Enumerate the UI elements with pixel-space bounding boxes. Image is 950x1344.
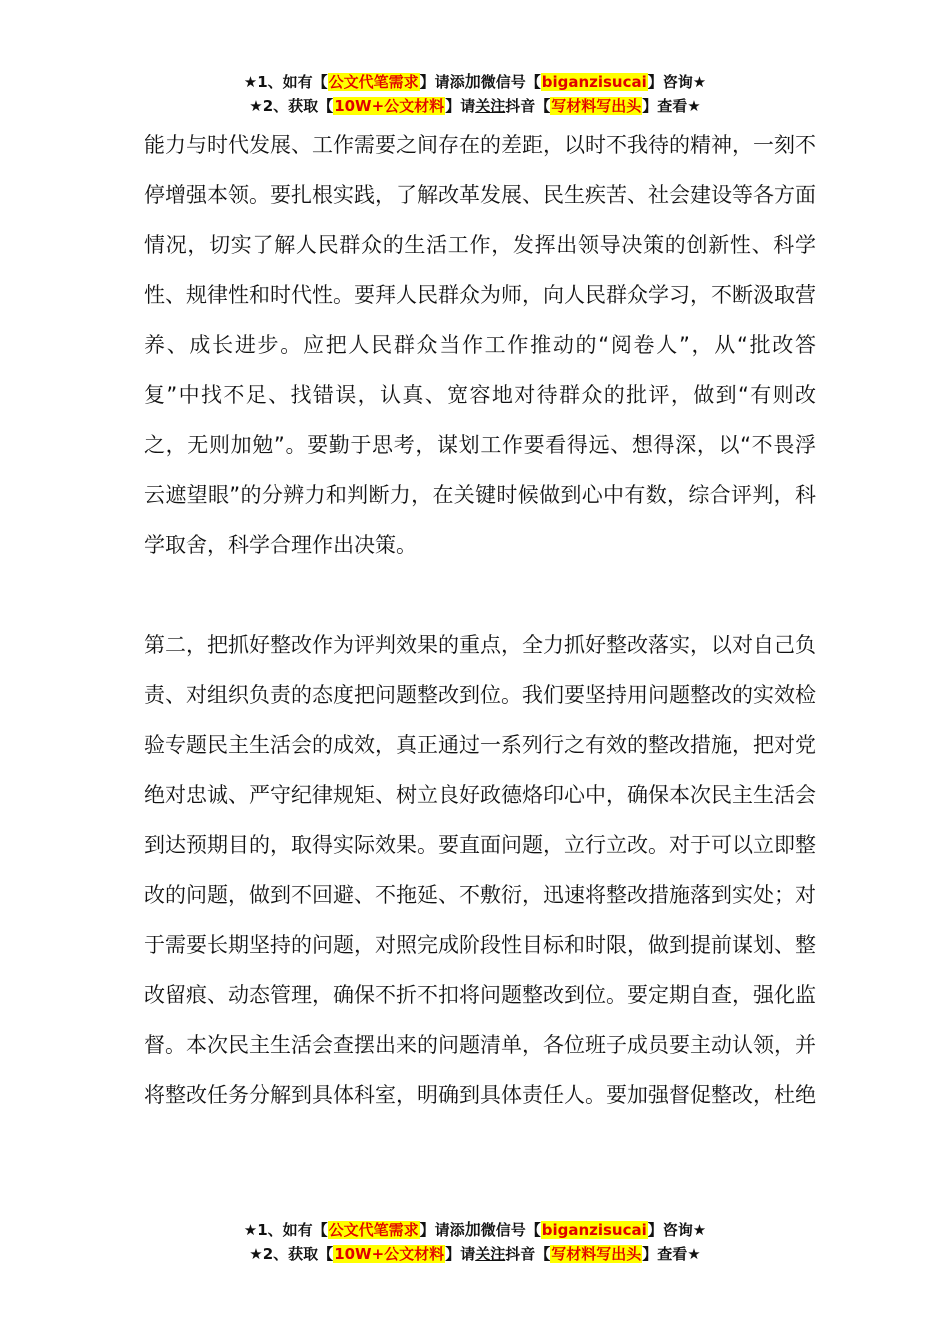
banner-text: ★1、如有【	[243, 1221, 328, 1239]
banner-text: 】咨询★	[647, 1221, 707, 1239]
paragraph: 第二，把抓好整改作为评判效果的重点，全力抓好整改落实，以对自己负责、对组织负责的态度把问题整改到位。我们要坚持用问题整改的实效检验专题民主生活会的成效，真正通过一系列行之有效的整改措施，把对党绝对忠诚、严守纪律规矩、树立良好政德烙印心中，确保本次民主生活会到达预期目的，取得实际效果。要直面问题，立行立改。对于可以立即整改的问题，做到不回避、不拖延、不敷衍，迅速将整改措施落到实处；对于需要长期坚持的问题，对照完成阶段性目标和时限，做到提前谋划、整改留痕、动态管理，确保不折不扣将问题整改到位。要定期自查，强化监督。本次民主生活会查摆出来的问题清单，各位班子成员要主动认领，并将整改任务分解到具体科室，明确到具体责任人。要加强督促整改，杜绝	[144, 633, 816, 1107]
highlight-materials: 10W+公文材料	[334, 97, 445, 115]
banner-text: 】请	[445, 97, 476, 115]
banner-text: 】查看★	[642, 97, 701, 115]
banner-text: 】请	[445, 1245, 476, 1263]
highlight-service: 公文代笔需求	[328, 1221, 419, 1239]
banner-text: 抖音【	[505, 1245, 551, 1263]
footer-banner	[0, 1218, 950, 1266]
banner-text: 微信号【	[480, 1221, 541, 1239]
document-body	[144, 120, 816, 1120]
banner-text: 】咨询★	[647, 73, 707, 91]
banner-text: 微信号【	[480, 73, 541, 91]
banner-text: ★2、获取【	[249, 1245, 334, 1263]
highlight-douyin: 写材料写出头	[551, 1245, 642, 1263]
banner-text: 抖音【	[505, 97, 551, 115]
header-banner	[0, 70, 950, 118]
banner-text: 】请添	[419, 1221, 465, 1239]
banner-text: ★2、获取【	[249, 97, 334, 115]
banner-line-1	[0, 70, 950, 94]
banner-text: 】请添	[419, 73, 465, 91]
banner-text: 关注	[475, 1245, 506, 1263]
highlight-wechat-id: biganzisucai	[541, 1221, 647, 1239]
paragraph: 能力与时代发展、工作需要之间存在的差距，以时不我待的精神，一刻不停增强本领。要扎根实践，了解改革发展、民生疾苦、社会建设等各方面情况，切实了解人民群众的生活工作，发挥出领导决策的创新性、科学性、规律性和时代性。要拜人民群众为师，向人民群众学习，不断汲取营养、成长进步。应把人民群众当作工作推动的“阅卷人”，从“批改答复”中找不足、找错误，认真、宽容地对待群众的批评，做到“有则改之，无则加勉”。要勤于思考，谋划工作要看得远、想得深，以“不畏浮云遮望眼”的分辨力和判断力，在关键时候做到心中有数，综合评判，科学取舍，科学合理作出决策。	[144, 133, 816, 557]
banner-text: 加	[464, 72, 481, 91]
highlight-douyin: 写材料写出头	[551, 97, 642, 115]
banner-line-2	[0, 94, 950, 118]
banner-line-1	[0, 1218, 950, 1242]
banner-text: 加	[464, 1220, 481, 1239]
highlight-materials: 10W+公文材料	[334, 1245, 445, 1263]
highlight-wechat-id: biganzisucai	[541, 73, 647, 91]
banner-text: 关注	[475, 97, 506, 115]
banner-text: ★1、如有【	[243, 73, 328, 91]
highlight-service: 公文代笔需求	[328, 73, 419, 91]
banner-text: 】查看★	[642, 1245, 701, 1263]
banner-line-2	[0, 1242, 950, 1266]
